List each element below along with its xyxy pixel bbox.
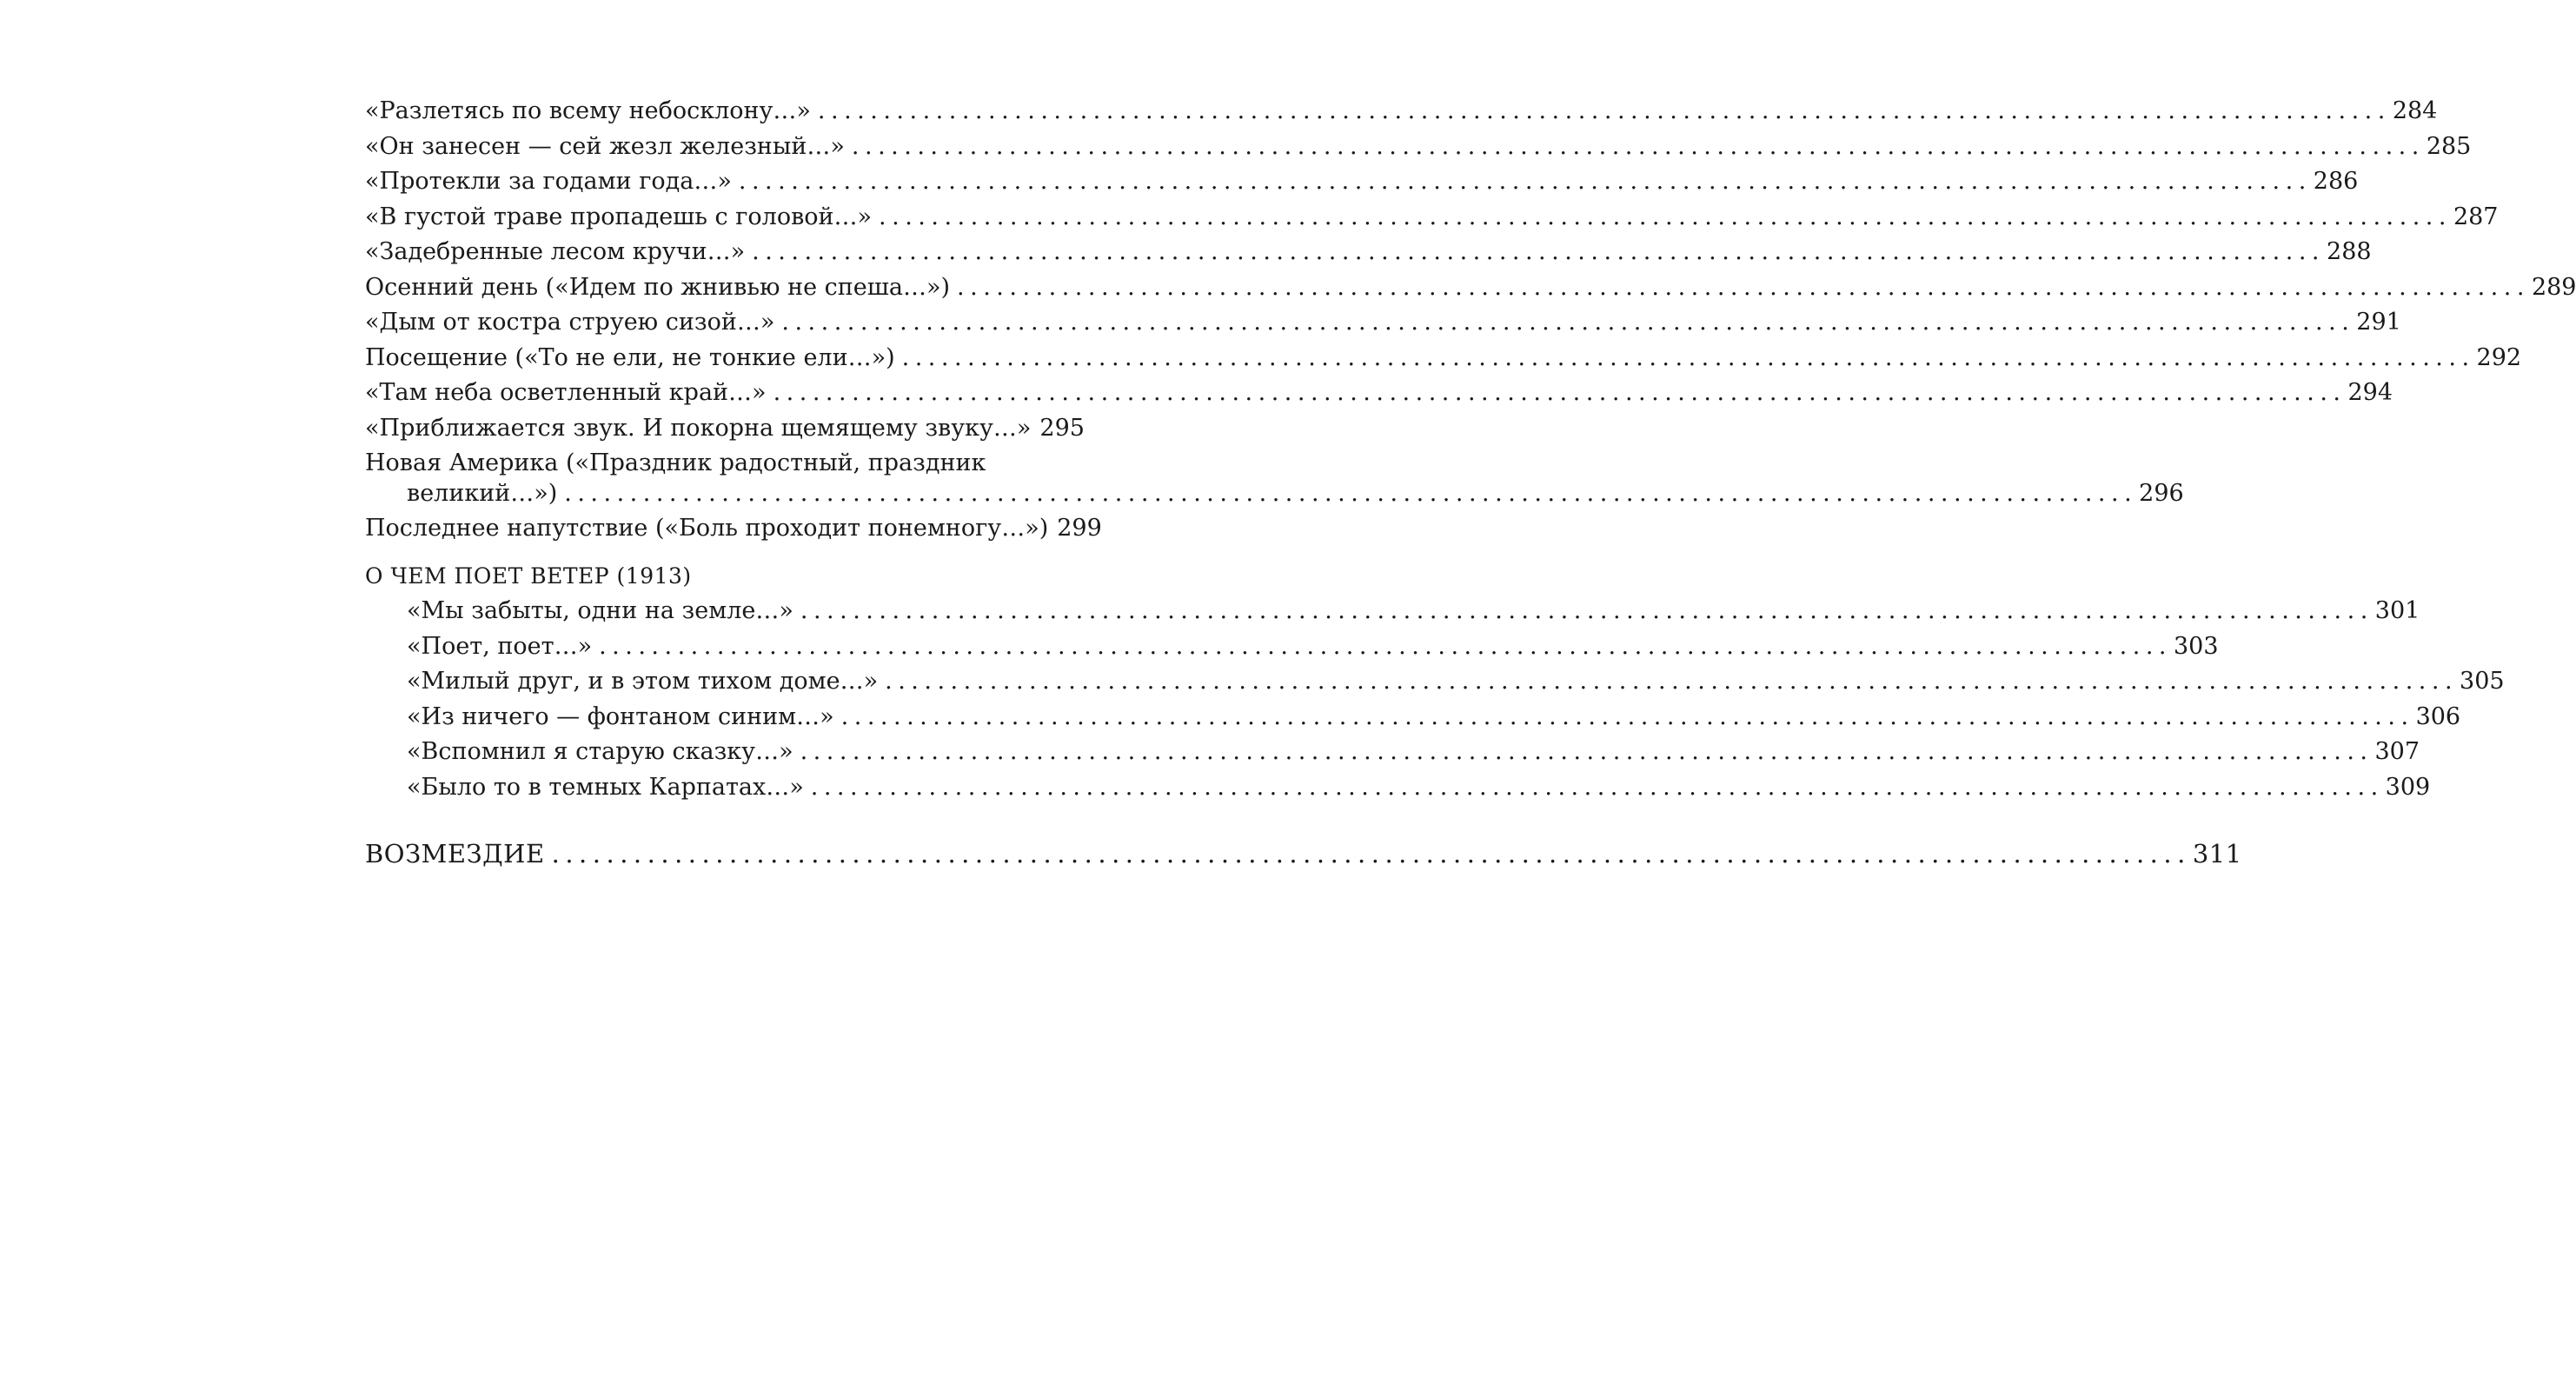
toc-entry (365, 770, 2431, 806)
entry-title: «Из ничего — фонтаном синим…» (407, 702, 834, 730)
toc-entry (365, 94, 2438, 130)
toc-entry (365, 376, 2393, 411)
dot-leader: ........................................................................................................................ (599, 632, 2172, 660)
page-number: 285 (2426, 132, 2472, 160)
page-number: 295 (1039, 414, 1085, 442)
page-number: 303 (2174, 632, 2219, 660)
entry-title: «Мы забыты, одни на земле…» (407, 597, 793, 624)
page-number: 288 (2327, 238, 2372, 265)
page-number: 311 (2192, 839, 2242, 869)
entry-title: «Там неба осветленный край…» (365, 379, 767, 406)
entry-title: «Вспомнил я старую сказку…» (407, 738, 793, 765)
toc-entry (365, 270, 2576, 306)
toc-entry-final (365, 836, 2242, 872)
dot-leader: ........................................................................................................................ (564, 479, 2138, 507)
entry-title: Последнее напутствие («Боль проходит понемногу…») (365, 515, 1049, 542)
entry-title: «Дым от костра струею сизой…» (365, 309, 775, 336)
entry-title: «Он занесен — сей жезл железный…» (365, 132, 845, 160)
entry-title: Осенний день («Идем по жнивью не спеша…») (365, 273, 951, 301)
toc-entry (365, 446, 2184, 511)
page-number: 301 (2374, 597, 2420, 624)
toc-entry (365, 664, 2505, 700)
toc-entry (365, 511, 1102, 547)
page-number: 305 (2460, 668, 2505, 695)
entry-title: «Милый друг, и в этом тихом доме…» (407, 668, 879, 695)
dot-leader: ........................................................................................................................ (885, 668, 2459, 695)
dot-leader: ........................................................................................................................ (781, 309, 2355, 336)
toc-entry (365, 629, 2219, 665)
entry-title: «Поет, поет…» (407, 632, 593, 660)
dot-leader: ........................................................................................................................ (851, 132, 2425, 160)
page-number: 287 (2453, 203, 2499, 230)
page-number: 291 (2356, 309, 2401, 336)
page-number: 286 (2313, 168, 2359, 195)
entry-title: Посещение («То не ели, не тонкие ели…») (365, 343, 895, 371)
entry-title: ВОЗМЕЗДИЕ (365, 839, 545, 869)
entry-title: «Было то в темных Карпатах…» (407, 773, 804, 801)
toc-entry (365, 411, 1085, 447)
dot-leader: ........................................................................................................................ (551, 839, 2191, 869)
entry-title: «В густой траве пропадешь с головой…» (365, 203, 873, 230)
dot-leader: ........................................................................................................................ (773, 379, 2347, 406)
page-number: 289 (2531, 273, 2576, 301)
page-number: 292 (2476, 343, 2522, 371)
spacer (365, 805, 1067, 836)
table-of-contents (365, 94, 2576, 872)
dot-leader: ........................................................................................................................ (738, 168, 2312, 195)
page-number: 306 (2415, 702, 2461, 730)
dot-leader: ........................................................................................................................ (817, 97, 2391, 124)
dot-leader: ........................................................................................................................ (879, 203, 2452, 230)
page-number: 294 (2347, 379, 2393, 406)
page-number: 284 (2392, 97, 2438, 124)
toc-entry (365, 594, 2420, 629)
section-heading: О ЧЕМ ПОЕТ ВЕТЕР (1913) (365, 562, 692, 589)
dot-leader: ........................................................................................................................ (840, 702, 2414, 730)
dot-leader: ........................................................................................................................ (752, 238, 2326, 265)
page-number: 296 (2139, 479, 2184, 507)
toc-entry (365, 130, 2472, 165)
dot-leader: ........................................................................................................................ (810, 773, 2384, 801)
page-number: 299 (1057, 515, 1102, 542)
dot-leader: ........................................................................................................................ (957, 273, 2530, 301)
entry-title-line2: великий…») (407, 479, 558, 507)
toc-entry (365, 341, 2522, 376)
dot-leader: ........................................................................................................................ (901, 343, 2475, 371)
toc-entry (365, 235, 2372, 270)
toc-entry (365, 200, 2499, 236)
entry-title: «Протекли за годами года…» (365, 168, 732, 195)
toc-entry (365, 735, 2420, 770)
toc-entry (365, 164, 2359, 200)
page-number: 307 (2374, 738, 2420, 765)
dot-leader: ........................................................................................................................ (800, 597, 2374, 624)
entry-title: «Разлетясь по всему небосклону…» (365, 97, 811, 124)
toc-entry (365, 305, 2401, 341)
page-number: 309 (2385, 773, 2431, 801)
entry-title: «Приближается звук. И покорна щемящему звуку…» (365, 414, 1032, 442)
entry-title-line1: Новая Америка («Праздник радостный, праздник (365, 449, 986, 476)
dot-leader: ........................................................................................................................ (800, 738, 2374, 765)
entry-title: «Задебренные лесом кручи…» (365, 238, 746, 265)
toc-entry (365, 700, 2461, 735)
